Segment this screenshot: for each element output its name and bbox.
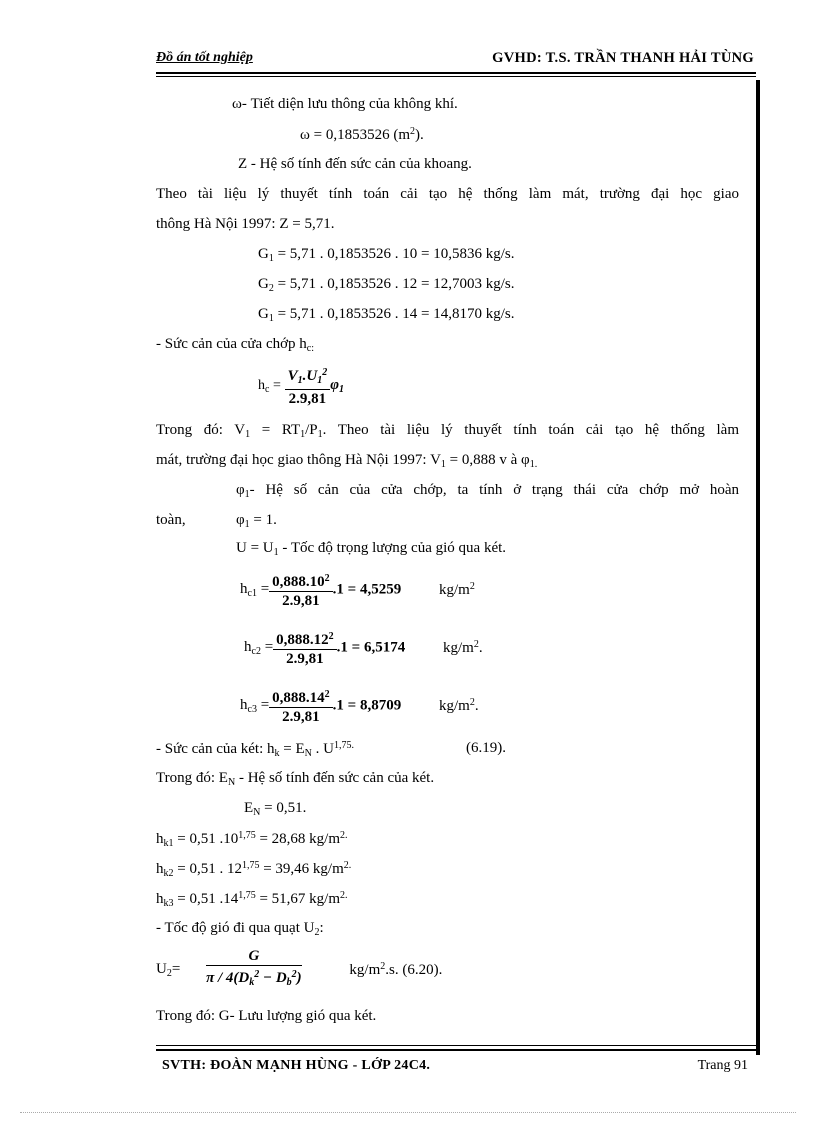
line-toc-do-gio: - Tốc độ gió đi qua quạt $U_2$: — [156, 920, 324, 938]
page-border-shadow — [756, 80, 760, 1055]
hc-lhs: h — [258, 377, 265, 393]
page-number: Trang 91 — [697, 1058, 748, 1073]
g2-text: = 5,71 . 0,1853526 . 12 = 12,7003 kg/s. — [277, 276, 515, 292]
omega-value-end: ). — [415, 127, 424, 143]
line-toan: toàn, — [156, 512, 186, 528]
header-right: GVHD: T.S. TRẦN THANH HẢI TÙNG — [492, 50, 754, 66]
g1-text: = 5,71 . 0,1853526 . 10 = 10,5836 kg/s. — [277, 246, 515, 262]
footer-left: SVTH: ĐOÀN MẠNH HÙNG - LỚP 24C4. — [162, 1058, 431, 1073]
line-z-def: Z - Hệ số tính đến sức cản của khoang. — [238, 156, 472, 172]
line-en-def: Trong đó: $E_N$ - Hệ số tính đến sức cản của két. — [156, 770, 435, 788]
footer-rule — [156, 1049, 756, 1051]
formula-g2: $G_2 = 5,71$ . 0,1853526 . 12 = 12,7003 kg/s. — [258, 276, 515, 294]
hc-num: V — [287, 368, 298, 384]
page-bottom-dotted-line — [20, 1112, 796, 1113]
line-v1-value: mát, trường đại học giao thông Hà Nội 1997: $V_1 = 0,888$ v à $\varphi_{1.}$ — [156, 452, 538, 470]
paragraph-phi1-def: $\varphi_1-$ Hệ số cản của cửa chớp, ta tính ở trạng thái cửa chớp mở hoàn — [236, 482, 739, 500]
formula-hc2: $h_{c2}$ = $\frac{0,888.12^2}{2.9,81}$ .1 = 6,5174 $kg/m^2$. — [244, 628, 483, 668]
g3-text: = 5,71 . 0,1853526 . 14 = 14,8170 kg/s. — [277, 306, 515, 322]
eq-ref-6-19: (6.19). — [466, 740, 506, 756]
line-en-value: $E_N = 0,51$. — [244, 800, 307, 818]
formula-hc1: $h_{c1}$ = $\frac{0,888.10^2}{2.9,81}$ .1 = 4,5259 $kg/m^2$ — [240, 570, 475, 610]
line-phi1-value: $\varphi_1 = 1$. — [236, 512, 277, 530]
line-trong-do-g: Trong đó: G- Lưu lượng gió qua két. — [156, 1008, 377, 1024]
formula-u2: $U_2=$ $\frac{G}{\pi / 4(D_k^2 - D_b^2)}$ $kg/m^2.s$. (6.20). — [156, 948, 443, 988]
paragraph-theo-tai-lieu: Theo tài liệu lý thuyết tính toán cải tạo hệ thống làm mát, trường đại học giao — [156, 186, 739, 202]
line-z-value: thông Hà Nội 1997: Z = 5,71. — [156, 216, 335, 232]
formula-hk3: $h_{k3} = 0,51$ $.14^{1,75} = 51,67$ $kg/m^{2.}$ — [156, 890, 348, 909]
hc-den: 2.9,81 — [288, 391, 327, 407]
line-omega-value: ω = 0,1853526 $(m^2)$. — [300, 126, 424, 143]
footer-rule-thin — [156, 1045, 756, 1046]
line-u-def: $U = U_1$ - Tốc độ trọng lượng của gió qua két. — [236, 540, 507, 558]
formula-hk2: $h_{k2} = 0,51$ . $12^{1,75} = 39,46$ $kg/m^{2.}$ — [156, 860, 352, 879]
omega-value-text: ω = 0,1853526 (m — [300, 127, 410, 143]
header-rule — [156, 72, 756, 74]
line-suc-can-cua-chop: - Sức cản của cửa chớp $h_{c:}$ — [156, 336, 315, 354]
formula-g3: $G_1 = 5,71$ . 0,1853526 . 14 = 14,8170 kg/s. — [258, 306, 515, 324]
paragraph-trong-do-v1: Trong đó: $V_1 = RT_1/P_1$. Theo tài liệu lý thuyết tính toán cải tạo hệ thống làm — [156, 422, 740, 440]
formula-hc3: $h_{c3}$ = $\frac{0,888.14^2}{2.9,81}$ .1 = 8,8709 $kg/m^2$. — [240, 686, 479, 726]
hc-phi: φ — [330, 377, 339, 393]
formula-g1: $G_1 = 5,71$ . 0,1853526 . 10 = 10,5836 kg/s. — [258, 246, 515, 264]
formula-hk1: $h_{k1} = 0,51$ $.10^{1,75} = 28,68$ $kg/m^{2.}$ — [156, 830, 348, 849]
line-omega-def: ω- Tiết diện lưu thông của không khí. — [232, 96, 458, 112]
line-suc-can-ket: - Sức cản của két: $h_k = E_N$ . $U^{1,75.}$ — [156, 740, 354, 759]
suc-can-text: - Sức cản của cửa chớp h — [156, 336, 307, 352]
formula-hc: $h_c$ = $\frac{V_1.U_1^2}{2.9,81}$ $\varphi_1$ — [258, 364, 344, 408]
header-left: Đồ án tốt nghiệp — [156, 50, 253, 65]
header-rule-thin — [156, 76, 756, 77]
